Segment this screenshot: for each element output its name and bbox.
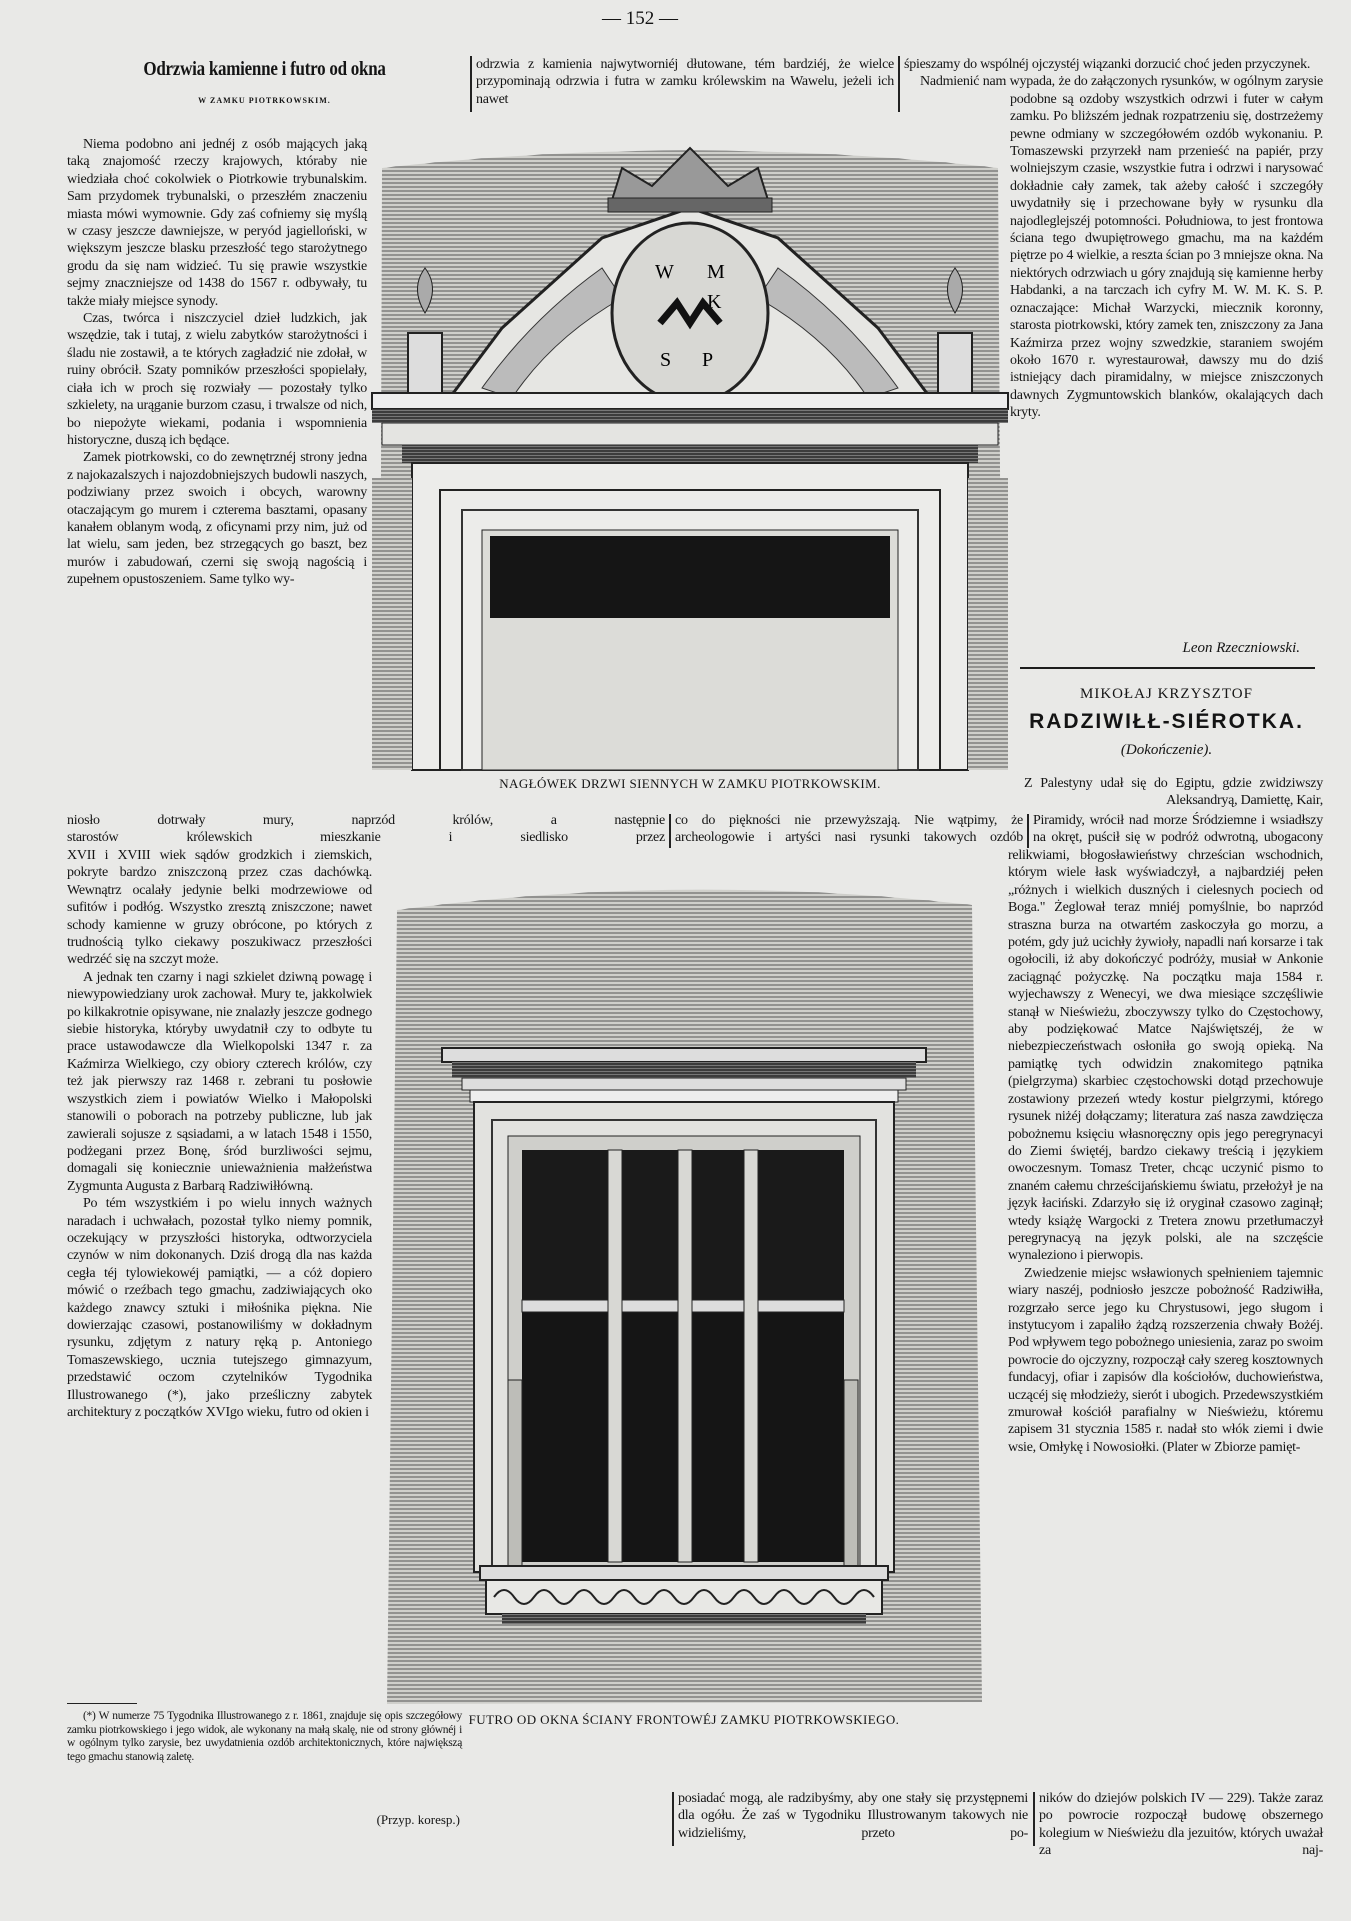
article-subtitle: W ZAMKU PIOTRKOWSKIM. [198, 96, 331, 105]
article2-body [1008, 847, 1323, 1787]
author-signature: Leon Rzeczniowski. [1182, 640, 1300, 656]
column-rule [1027, 814, 1029, 848]
illustration-door-header [372, 138, 1008, 770]
text-line: co do piękności nie przewyższają. Nie wątpimy, że [675, 813, 1023, 828]
illustration-window-frame [382, 880, 986, 1706]
band-middle [675, 812, 1023, 847]
article-title: Odrzwia kamienne i futro od okna [143, 58, 386, 80]
text-line: Piramidy, wrócił nad morze Śródziemne i wsiadłszy [1033, 813, 1323, 828]
mullion [608, 1150, 622, 1562]
paragraph: śpieszamy do wspólnéj ojczystéj wiązanki dorzucić choć jeden przyczynek. [904, 57, 1311, 72]
paragraph: relikwiami, błogosławieństwy chrześcian wschodnich, którym wiele łask wyświadczył, a najbardziéj pełen „różnych i wielkich duszných i cielesnych pociech od Boga." Żeglował teraz mniéj pomyślnie, bo naprzód straszna burza na otwartém zaskoczyła go morzu, a potém, gdy już ucichły żywioły, napadli nań korsarze i tak ogołocili, iż aby dokończyć podróży, musiał w Ankonie zaciągnąć pożyczkę. Na początku maja 1584 r. wyjechawszy z Wenecyi, we dwa miesiące szczęśliwie stanął w Nieświeżu, zboczywszy tylko do Częstochowy, aby podziękować Matce Najświętszéj, że w niebezpieczeństwach osłoniła go swoją opieką. Na pamiątkę tych odwidzin znakomitego pątnika (pielgrzyma) skarbiec częstochowski dotąd przechowuje zostawiony przezeń wtedy kostur pielgrzymi, którego rysunek niżéj dołączamy; literatura zaś nasza zawdzięcza pobożnemu księciu własnoręczny opis jego peregrynacyi do Ziemi świętéj, bardzo ciekawy treścią i językiem owoczesnym. Tomasz Treter, chcąc uczynić pismo to znaném całemu chrześcijańskiemu światu, przełożył je na język łaciński. Zdarzyło się iż oryginał czasowo zaginął; wtedy książę Wargocki z Tretera znowu przetłumaczył peregrynacyą na język polski, ale na szczęście wynaleziono i pierwopis. [1008, 848, 1323, 1264]
paragraph: Zamek piotrkowski, co do zewnętrznéj strony jedna z najokazalszych i najozdobniejszych budowli naszych, podziwiany przez swoich i obcych, warowny otaczającym go murem i czterema basztami, opasany kanałem oblanym wodą, z oficynami przy nim, już od lat wielu, sam jeden, bez strzegących go baszt, bez murów i zabudowań, czerni się swoją nagością i zupełnem opustoszeniem. Same tylko wy- [67, 450, 367, 588]
shield-letter: M [707, 261, 725, 283]
sill-frieze [486, 1580, 882, 1614]
column-rule [1033, 1792, 1035, 1846]
article2-kicker: MIKOŁAJ KRZYSZTOF [1080, 686, 1253, 702]
shield-letter: P [702, 349, 714, 371]
band-left [67, 812, 665, 847]
paragraph: Po tém wszystkiém i po wielu innych ważnych naradach i uchwałach, pozostał tylko niemy pomnik, oczekujący w przyszłości historyka, odtworzyciela czynów w nim dokonanych. Dziś drogą dla nas każda cegła téj tylowiekowéj pamiątki, — a cóż dopiero mówić o rzeźbach tego gmachu, zadziwiających oko każdego znawcy sztuki i miłośnika piękna. Nie dowierzając czasowi, postanowiliśmy w dokładnym rysunku, zdjętym z natury ręką p. Antoniego Tomaszewskiego, ucznia tutejszego gimnazyum, przedstawić oczom czytelników Tygodnika Illustrowanego (*), jako prześliczny zabytek architektury z początków XVIgo wieku, futro od okien i [67, 1196, 372, 1420]
article2-subtitle: (Dokończenie). [1120, 742, 1213, 758]
section-divider [1020, 667, 1315, 669]
column-rule [898, 56, 900, 112]
paragraph: posiadać mogą, ale radzibyśmy, aby one stały się przystępnemi dla ogółu. Że zaś w Tygodniku Illustrowanym takowych nie widzieliśmy, przeto po- [678, 1791, 1028, 1841]
paragraph: Niema podobno ani jednéj z osób mających jaką taką znajomość rzeczy krajowych, któraby nie wiedziała choć cokolwiek o Piotrkowie trybunalskim. Sam przydomek trybunalski, o przeszłém znaczeniu miasta mówi wymownie. Gdy zaś cofniemy się myślą w czasy jeszcze dawniejsze, w peryód jagielloński, w większym jeszcze blasku przeszłość tego starożytnego grodu da się nam widzieć. Tu się prawie wszystkie sejmy znaczniejsze od 1438 do 1567 r. odbywały, tu także miały miejsce synody. [67, 137, 367, 309]
window-sill [480, 1566, 888, 1580]
article2-intro [1008, 775, 1323, 811]
shield-letter: K [707, 291, 722, 313]
mullion [678, 1150, 692, 1562]
shield [612, 223, 768, 403]
cornice [442, 1048, 926, 1062]
article-column-left-b [67, 847, 372, 1697]
page-number: — 152 — [602, 8, 678, 29]
paragraph: Nadmienić nam wypada, że do załączonych rysunków, w ogólnym zarysie podobne są ozdoby wszystkich odrzwi i futer w całym zamku. Po bliższém jednak rozpatrzeniu się, dostrzeżemy pewne odmiany w szczegółowém ozdób wykonaniu. P. Tomaszewski przyrzekł nam przenieść na papiér, przy wolniejszym czasie, wszystkie futra i odrzwi i narysować dokładnie cały zamek, tak ażeby całość i szczegóły uwydatniły się i przechowane były w rysunku dla najodleglejszéj potomności. Południowa, to jest frontowa ściana tego dwupiętrowego gmachu, ma na każdém piętrze po 4 wielkie, a reszta ścian po 3 mniejsze okna. Na niektórych odrzwiach u góry znajdują się kamienne herby Habdanki, a na tarczach ich cyfry M. W. M. K. S. P. oznaczające: Michał Warzycki, miecznik koronny, starosta piotrkowski, który zamek ten, zniszczony za Jana Kaźmirza przez wojny szwedzkie, staraniem swojém około 1670 r. wyrestaurował, dawszy mu do dziś istniejący dach piramidalny, w miejsce zniszczonych dawnych Zygmuntowskich blanków, okalających dach kryty. [920, 74, 1323, 421]
door-opening [490, 536, 890, 618]
footnote: (*) W numerze 75 Tygodnika Illustrowanego z r. 1861, znajduje się opis szczegółowy zamku piotrkowskiego i jego widok, ale wykonany na małą skalę, nie od strony głównéj i w ogólnym tylko zarysie, bez uwydatnienia ozdób architektonicznych, które największą tego gmachu stanowią zaletę. [67, 1710, 462, 1763]
paragraph: Zwiedzenie miejsc wsławionych spełnieniem tajemnic wiary naszéj, podniosło jeszcze pobożność Radziwiłła, rozgrzało serce jego ku Chrystusowi, jego sługom i instytucyom i zapaliło żądzą rozszerzenia chwały Bożéj. Pod wpływem tego pobożnego uniesienia, zaraz po swoim powrocie do ojczyzny, rozpoczął cały szereg kosztownych fundacyj, ofiar i zapisów dla kościołów, duchowieństwa, uczącéj się młodzieży, sierót i ubogich. Przedewszystkiém zmurował kościół parafialny w Nieświeżu, któremu zapisem 31 stycznia 1585 r. nadał sto włók ziemi i dwie wsie, Omłykę i Nowosiołki. (Plater w Zbiorze pamięt- [1008, 1265, 1323, 1455]
dentil-row [470, 1090, 898, 1102]
footnote-source: (Przyp. koresp.) [376, 1812, 460, 1827]
article-column-left-a [67, 136, 367, 812]
illustration-caption-2: FUTRO OD OKNA ŚCIANY FRONTOWÉJ ZAMKU PIOTRKOWSKIEGO. [468, 1712, 900, 1727]
band-right [1033, 812, 1323, 847]
paragraph: Z Palestyny udał się do Egiptu, gdzie zwidziwszy Aleksandryą, Damiettę, Kair, [1024, 776, 1323, 809]
column-rule [470, 56, 472, 112]
paragraph: odrzwia z kamienia najwytworniéj dłutowane, tém bardziéj, że wielce przypominają odrzwia i futra w zamku królewskim na Wawelu, jeżeli ich nawet [476, 57, 894, 107]
article-column-top-middle [476, 56, 894, 110]
shield-letter: S [660, 349, 672, 371]
illustration-caption-1: NAGŁÓWEK DRZWI SIENNYCH W ZAMKU PIOTRKOWSKIM. [499, 776, 881, 791]
article2-title: RADZIWIŁŁ-SIÉROTKA. [1029, 710, 1304, 733]
paragraph: ników do dziejów polskich IV — 229). Także zaraz po powrocie rozpoczął budowę obszernego kolegium w Nieświeżu dla jezuitów, których uważał za naj- [1039, 1791, 1323, 1859]
footnote-rule [67, 1703, 137, 1704]
shield-letter: W [655, 261, 674, 283]
mullion [744, 1150, 758, 1562]
text-line: na okręt, puścił się w podróż odwrotną, ubogacony [1033, 830, 1323, 846]
bottom-right [1039, 1790, 1323, 1859]
text-line: niosło dotrwały mury, naprzód królów, a następnie [67, 813, 665, 828]
text-line: archeologowie i artyści nasi rysunki takowych ozdób [675, 830, 1023, 846]
paragraph: XVII i XVIII wiek sądów grodzkich i ziemskich, pokryte bardzo zniszczoną przez czas dachówką. Wewnątrz ocalały jedynie belki modrzewiowe od sufitów i podłóg. Wszystko zresztą zniszczone; nawet schody kamienne w gruzy obrócone, po których z trudnością tylko ciekawy poszukiwacz przeszłości wedrzéć się na szczyt może. [67, 848, 372, 968]
paragraph: A jednak ten czarny i nagi szkielet dziwną powagę i niewypowiedziany urok zachował. Mury te, jakkolwiek po kilkakrotnie opisywane, nie znalazły jeszcze godnego siebie historyka, któryby uwydatnił czy to odbyte tu prace ustawodawcze dla Wielkopolski 1347 r. za Kaźmirza Wielkiego, czy obiory czterech królów, czy też jak pierwszy raz 1468 r. zebrani tu posłowie wszystkich ziem i powiatów Wielko i Małopolski stanowili o poborach na potrzeby publiczne, lub jak zawierali sojusze z sąsiadami, a w latach 1548 i 1550, podżegani przez Bonę, śród burzliwości sejmu, domagali się koniecznie unieważnienia małżeństwa Zygmunta Augusta z Barbarą Radziwiłłówną. [67, 969, 372, 1194]
column-rule [672, 1792, 674, 1846]
column-rule [669, 814, 671, 848]
bottom-middle [678, 1790, 1028, 1844]
paragraph: Czas, twórca i niszczyciel dzieł ludzkich, jak wszędzie, tak i tutaj, z wielu zabytków starożytności i śladu nie zostawił, a te których zagładzić nie zdołał, w ruiny obrócił. Szaty pomników przeszłości spopielały, ciała ich w proch się rozwiały — pozostały tylko szkielety, na urąganie burzom czasu, i trwalsze od nich, bo niepożyte wiekami, podania i wspomnienia historyczne, duszą ich będące. [67, 311, 367, 448]
text-line: starostów królewskich mieszkanie i siedlisko przez [67, 830, 665, 846]
